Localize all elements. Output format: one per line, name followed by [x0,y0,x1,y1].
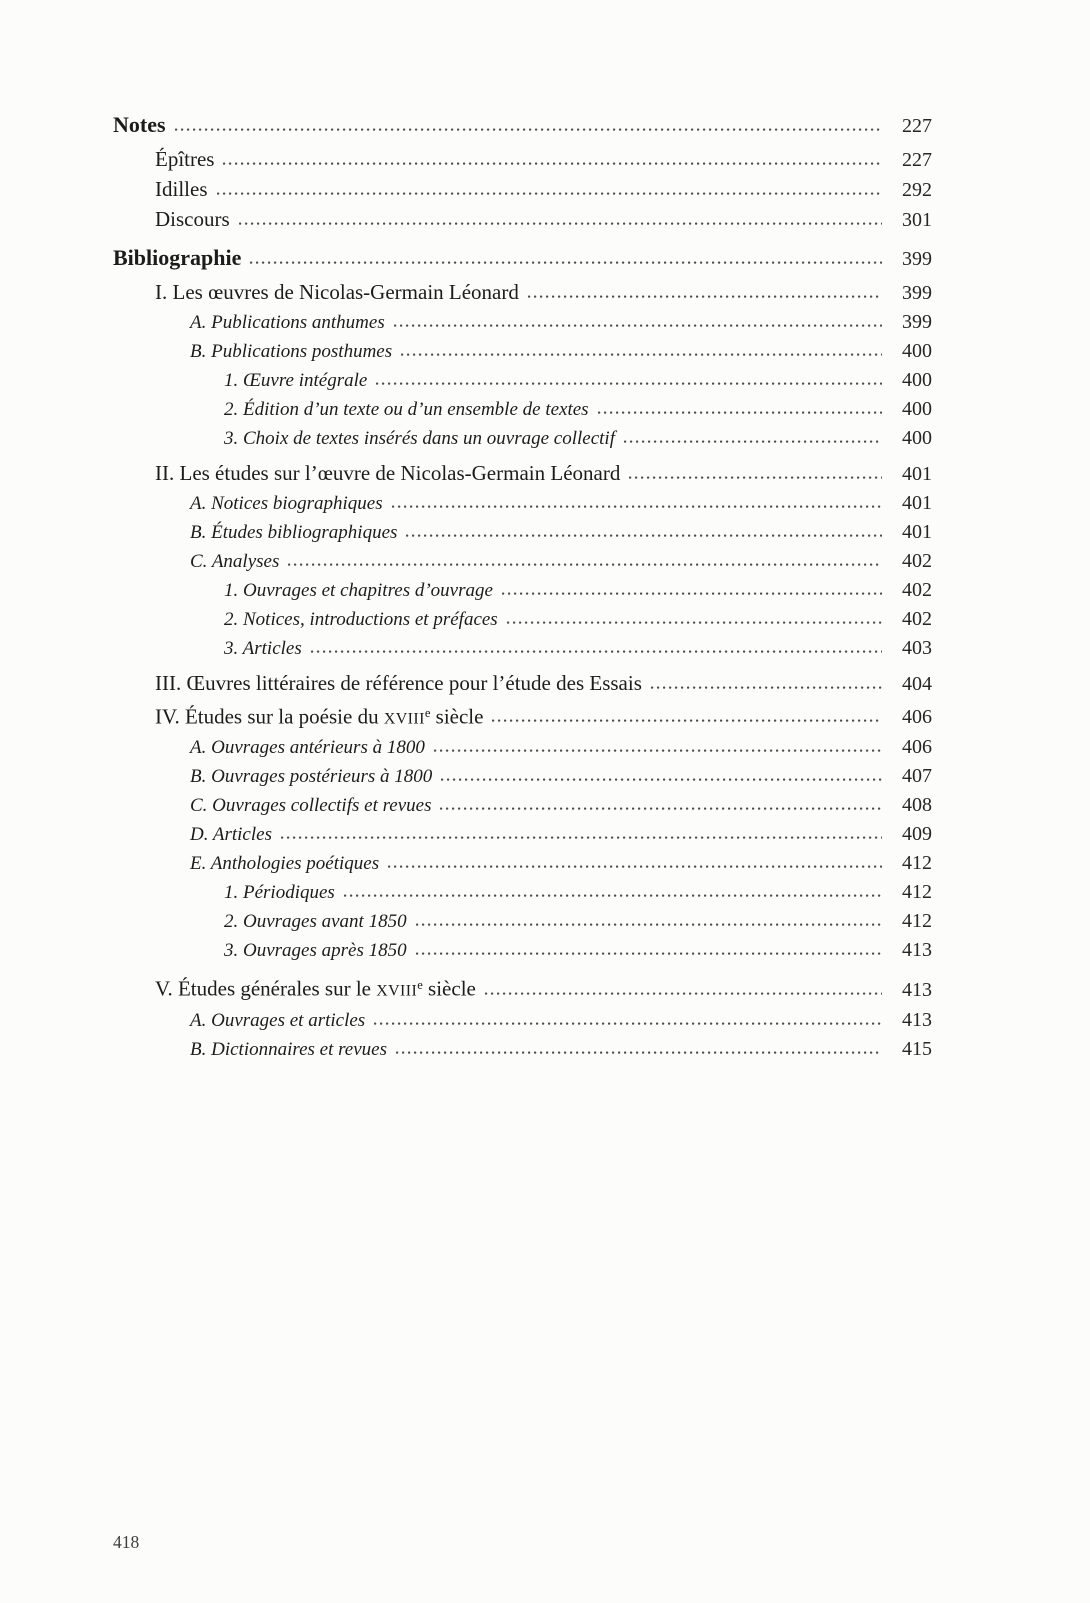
toc-leader-dots [416,923,882,927]
toc-entry [113,699,932,733]
toc-entry-label: 1. Œuvre intégrale [224,370,368,391]
toc-entry-label: B. Dictionnaires et revues [190,1038,387,1060]
toc-entry-label: Idilles [155,177,208,201]
toc-leader-dots [239,222,882,226]
toc-entry [113,205,932,235]
footer-page-number: 418 [113,1532,140,1552]
toc-leader-dots [281,836,882,840]
toc-page-number: 413 [902,939,932,962]
toc-page-number: 412 [902,852,932,875]
toc-entry [113,669,932,699]
toc-page-number: 401 [902,463,932,485]
toc-page-number: 406 [902,736,932,759]
toc-entry [113,175,932,205]
toc-entry [113,145,932,175]
toc-entry [113,1006,932,1035]
toc-leader-dots [651,686,882,690]
toc-leader-dots [288,563,882,567]
toc-entry-label: Discours [155,207,230,231]
toc-entry [113,936,932,965]
toc-entry [113,243,932,274]
toc-entry-label: 3. Articles [224,638,302,659]
toc-entry [113,820,932,849]
toc-entry-label: Épîtres [155,147,215,171]
toc-list [113,110,932,1064]
toc-leader-dots [598,411,882,415]
toc-entry [113,971,932,1005]
toc-leader-dots [492,719,882,723]
toc-entry-label: II. Les études sur l’œuvre de Nicolas-Germain Léonard [155,461,621,485]
toc-entry [113,634,932,663]
toc-entry-label: V. Études générales sur le XVIIIe siècle [155,976,476,1001]
toc-entry [113,878,932,907]
toc-leader-dots [396,1051,882,1055]
toc-entry [113,366,932,395]
toc-leader-dots [344,894,882,898]
toc-leader-dots [223,162,882,166]
toc-entry-label: I. Les œuvres de Nicolas-Germain Léonard [155,280,519,304]
toc-leader-dots [624,440,882,444]
toc-leader-dots [394,324,882,328]
toc-entry-label: 2. Édition d’un texte ou d’un ensemble de textes [224,399,589,420]
toc-entry [113,547,932,576]
toc-entry [113,907,932,936]
toc-entry-label: 3. Ouvrages après 1850 [224,940,407,962]
toc-leader-dots [485,992,882,996]
toc-entry [113,733,932,762]
toc-entry-label: 1. Périodiques [224,882,335,904]
toc-page-number: 292 [902,179,932,201]
toc-leader-dots [441,778,882,782]
toc-page-number: 409 [902,823,932,846]
toc-leader-dots [629,476,882,480]
toc-page-number: 400 [902,398,932,420]
toc-leader-dots [392,505,882,509]
toc-page-number: 400 [902,340,932,362]
toc-page-number: 399 [902,248,932,270]
toc-entry [113,459,932,489]
toc-entry-label: E. Anthologies poétiques [190,853,380,875]
toc-entry-label: Bibliographie [113,245,242,270]
toc-page-number: 401 [902,492,932,514]
toc-leader-dots [217,192,883,196]
toc-entry-label: A. Ouvrages antérieurs à 1800 [190,737,425,759]
toc-entry-label: 1. Ouvrages et chapitres d’ouvrage [224,580,493,601]
toc-entry-label: B. Études bibliographiques [190,522,398,543]
toc-page-number: 227 [902,115,932,137]
toc-leader-dots [175,128,882,132]
toc-entry-label: D. Articles [190,824,272,846]
toc-entry [113,1035,932,1064]
toc-entry-label: IV. Études sur la poésie du XVIIIe siècle [155,704,484,729]
toc-leader-dots [440,807,882,811]
toc-page-number: 227 [902,149,932,171]
toc-leader-dots [376,382,882,386]
toc-entry [113,605,932,634]
toc-page-number: 407 [902,765,932,788]
toc-entry-label: A. Publications anthumes [190,312,385,333]
toc-page-number: 404 [902,673,932,695]
toc-entry [113,395,932,424]
toc-entry-label: 2. Ouvrages avant 1850 [224,911,407,933]
toc-page-number: 400 [902,427,932,449]
toc-page-number: 401 [902,521,932,543]
toc-page-number: 402 [902,550,932,572]
toc-entry [113,849,932,878]
toc-page-number: 402 [902,579,932,601]
toc-page-number: 399 [902,311,932,333]
toc-page-number: 413 [902,978,932,1001]
toc-page-number: 403 [902,637,932,659]
toc-page-number: 408 [902,794,932,817]
toc-entry [113,791,932,820]
toc-entry-label: C. Analyses [190,551,280,572]
toc-page-number: 413 [902,1008,932,1031]
toc-entry [113,308,932,337]
toc-entry-label: C. Ouvrages collectifs et revues [190,795,432,817]
toc-entry [113,762,932,791]
toc-page-number: 415 [902,1037,932,1060]
toc-page-number: 400 [902,369,932,391]
toc-leader-dots [434,749,882,753]
toc-entry [113,576,932,605]
toc-page-number: 402 [902,608,932,630]
toc-leader-dots [416,952,882,956]
toc-entry-label: B. Ouvrages postérieurs à 1800 [190,766,433,788]
toc-entry [113,489,932,518]
toc-leader-dots [401,353,882,357]
toc-page-number: 412 [902,881,932,904]
toc-entry-label: 3. Choix de textes insérés dans un ouvrage collectif [224,428,615,449]
toc-entry-label: A. Notices biographiques [190,493,383,514]
toc-page-number: 406 [902,706,932,729]
toc-entry [113,337,932,366]
toc-entry [113,278,932,308]
toc-entry-label: B. Publications posthumes [190,341,393,362]
toc-entry-label: A. Ouvrages et articles [190,1009,366,1031]
toc-entry [113,424,932,453]
toc-leader-dots [374,1022,882,1026]
toc-page-number: 399 [902,282,932,304]
toc-leader-dots [311,650,882,654]
toc-page-number: 301 [902,209,932,231]
toc-leader-dots [250,261,882,265]
toc-entry [113,518,932,547]
toc-page-number: 412 [902,910,932,933]
toc-leader-dots [507,621,882,625]
toc-leader-dots [502,592,882,596]
toc-entry-label: III. Œuvres littéraires de référence pour l’étude des Essais [155,671,642,695]
toc-leader-dots [388,865,882,869]
toc-entry-label: Notes [113,112,166,137]
toc-entry [113,110,932,141]
toc-leader-dots [406,534,882,538]
toc-leader-dots [528,295,882,299]
toc-entry-label: 2. Notices, introductions et préfaces [224,609,498,630]
